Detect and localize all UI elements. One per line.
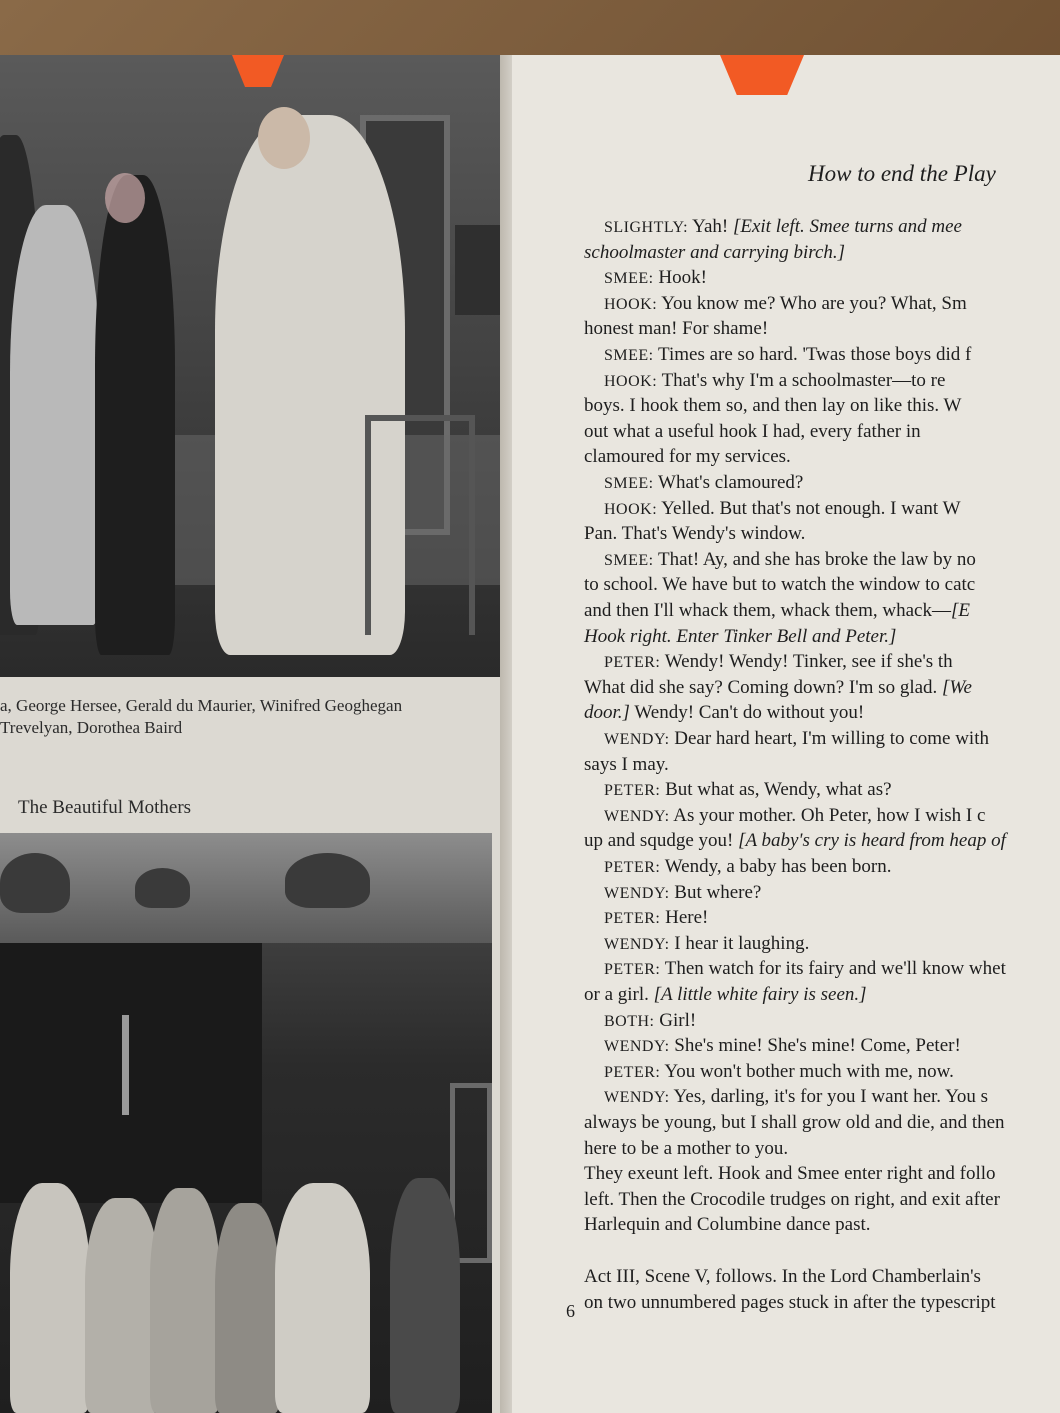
- dialogue-text: Pan. That's Wendy's window.: [584, 523, 806, 545]
- dialogue-text: I hear it laughing.: [669, 932, 810, 954]
- speaker-name: SMEE:: [604, 347, 654, 364]
- dialogue-text: Times are so hard. 'Twas those boys did f: [653, 344, 972, 365]
- dialogue-text: What's clamoured?: [653, 472, 804, 493]
- script-line: [584, 573, 1060, 596]
- script-line: [604, 1034, 1060, 1058]
- stage-direction: schoolmaster and carrying birch.]: [584, 241, 846, 263]
- stage-direction: [Exit left. Smee turns and mee: [732, 216, 962, 237]
- script-line: [604, 1060, 1060, 1084]
- script-line: [584, 445, 1060, 468]
- script-line: [584, 676, 1060, 699]
- dialogue-text: here to be a mother to you.: [584, 1137, 789, 1159]
- script-line: [604, 1009, 1060, 1033]
- dialogue-text: But where?: [669, 881, 762, 903]
- chair: [365, 415, 475, 635]
- speaker-name: WENDY:: [604, 884, 670, 902]
- dialogue-text: Yah!: [688, 216, 733, 237]
- speaker-name: WENDY:: [604, 935, 670, 953]
- script-line: [604, 215, 1060, 239]
- stage-direction: [We: [942, 676, 972, 698]
- mother-figure: [215, 1203, 280, 1413]
- script-line: [604, 497, 1060, 521]
- script-line: [584, 1162, 1060, 1185]
- dialogue-text: Dear hard heart, I'm willing to come with: [669, 728, 989, 749]
- speaker-name: PETER:: [604, 782, 661, 800]
- dialogue-text: Wendy, a baby has been born.: [660, 856, 892, 877]
- speaker-name: SMEE:: [604, 551, 654, 569]
- script-line: [584, 317, 1060, 340]
- script-line: [584, 599, 1060, 622]
- dialogue-text: and then I'll whack them, whack them, whack—: [584, 600, 951, 621]
- speaker-name: PETER:: [604, 1063, 661, 1081]
- script-line: [604, 778, 1060, 802]
- script-line: [604, 1085, 1060, 1109]
- dialogue-text: always be young, but I shall grow old and die, and then: [584, 1112, 1005, 1133]
- speaker-name: HOOK:: [604, 500, 658, 518]
- painted-frieze: [0, 833, 492, 943]
- speaker-name: PETER:: [604, 961, 661, 979]
- candle-light: [122, 1015, 129, 1115]
- dialogue-text: says I may.: [584, 753, 669, 775]
- mother-figure: [150, 1188, 220, 1413]
- photo-caption: [0, 695, 505, 739]
- dialogue-text: Wendy! Wendy! Tinker, see if she's th: [660, 651, 953, 673]
- stage-direction: [A little white fairy is seen.]: [653, 984, 867, 1005]
- speaker-name: PETER:: [604, 859, 661, 876]
- dialogue-text: What did she say? Coming down? I'm so glad.: [584, 676, 943, 698]
- stage-direction: Hook right. Enter Tinker Bell and Peter.]: [584, 625, 897, 647]
- dialogue-text: As your mother. Oh Peter, how I wish I c: [669, 804, 986, 826]
- dialogue-text: Here!: [660, 907, 709, 929]
- page-number: 6: [566, 1301, 575, 1321]
- script-line: [584, 1291, 1060, 1314]
- left-page: [0, 55, 512, 1413]
- dialogue-text: to school. We have but to watch the window to catc: [584, 574, 976, 596]
- speaker-name: WENDY:: [604, 1089, 670, 1107]
- script-line: [584, 420, 1060, 443]
- dialogue-text: Yelled. But that's not enough. I want W: [657, 497, 961, 519]
- actor-face: [258, 107, 310, 169]
- script-line: [604, 727, 1060, 751]
- script-line: [584, 394, 1060, 417]
- picture-frame: [455, 225, 500, 315]
- script-line: [584, 241, 1060, 264]
- actor-figure: [95, 175, 175, 655]
- dialogue-text: They exeunt left. Hook and Smee enter right and follo: [584, 1163, 996, 1185]
- script-line: [584, 522, 1060, 545]
- dialogue-text: Girl!: [654, 1009, 697, 1031]
- script-line: [604, 369, 1060, 393]
- script-line: [584, 1213, 1060, 1236]
- script-line: [584, 1111, 1060, 1134]
- script-line: [604, 804, 1060, 828]
- dialogue-text: clamoured for my services.: [584, 446, 791, 468]
- script-line: [604, 548, 1060, 572]
- lion-figure: [0, 853, 70, 913]
- dialogue-text: Wendy! Can't do without you!: [629, 702, 865, 724]
- script-line: [604, 881, 1060, 905]
- script-line: [604, 855, 1060, 879]
- mother-figure: [390, 1178, 460, 1413]
- dark-doorway: [0, 943, 262, 1203]
- speaker-name: WENDY:: [604, 807, 670, 825]
- dialogue-text: That! Ay, and she has broke the law by no: [653, 548, 976, 570]
- dialogue-text: Act III, Scene V, follows. In the Lord Chamberlain's: [584, 1266, 981, 1287]
- script-line: [584, 753, 1060, 776]
- speaker-name: SLIGHTLY:: [604, 219, 689, 236]
- speaker-name: BOTH:: [604, 1012, 655, 1030]
- script-line: [604, 957, 1060, 981]
- script-line: [584, 701, 1060, 724]
- script-line: [584, 1265, 1060, 1288]
- caption-line: a, George Hersee, Gerald du Maurier, Winifred Geoghegan: [0, 696, 403, 715]
- dialogue-text: up and squdge you!: [584, 830, 739, 852]
- dialogue-text: You won't bother much with me, now.: [660, 1060, 954, 1082]
- speaker-name: SMEE:: [604, 475, 654, 492]
- speaker-name: HOOK:: [604, 372, 658, 390]
- mother-figure: [275, 1183, 370, 1413]
- script-line: [604, 906, 1060, 930]
- script-line: [584, 625, 1060, 648]
- dialogue-text: honest man! For shame!: [584, 318, 769, 340]
- speaker-name: PETER:: [604, 910, 661, 928]
- dialogue-text: or a girl.: [584, 984, 654, 1005]
- dialogue-text: She's mine! She's mine! Come, Peter!: [669, 1035, 961, 1057]
- mother-figure: [85, 1198, 160, 1413]
- section-title: The Beautiful Mothers: [18, 797, 192, 818]
- actor-figure: [10, 205, 100, 625]
- stage-photo-nursery: [0, 55, 500, 677]
- stage-photo-mothers: [0, 833, 492, 1413]
- dialogue-text: Harlequin and Columbine dance past.: [584, 1214, 871, 1236]
- speaker-name: PETER:: [604, 654, 661, 672]
- script-line: [584, 983, 1060, 1006]
- script-line: [604, 471, 1060, 495]
- stage-direction: [A baby's cry is heard from heap of: [738, 830, 1006, 852]
- dialogue-text: out what a useful hook I had, every father in: [584, 420, 921, 442]
- script-line: [604, 266, 1060, 290]
- right-page: [512, 55, 1060, 1413]
- script-line: [604, 650, 1060, 674]
- dialogue-text: boys. I hook them so, and then lay on like this. W: [584, 395, 962, 417]
- speaker-name: SMEE:: [604, 270, 654, 288]
- script-line: [584, 829, 1060, 852]
- speaker-name: WENDY:: [604, 1038, 670, 1056]
- dialogue-text: That's why I'm a schoolmaster—to re: [657, 369, 946, 391]
- dialogue-text: on two unnumbered pages stuck in after the typescript: [584, 1291, 996, 1313]
- dialogue-text: But what as, Wendy, what as?: [660, 779, 892, 801]
- speaker-name: WENDY:: [604, 731, 670, 748]
- script-line: [604, 932, 1060, 956]
- script-line: [584, 1188, 1060, 1211]
- mother-figure: [10, 1183, 90, 1413]
- script-line: [584, 1137, 1060, 1160]
- deer-figure: [135, 868, 190, 908]
- speaker-name: HOOK:: [604, 295, 658, 313]
- script-line: [604, 292, 1060, 316]
- stage-direction: door.]: [584, 702, 630, 724]
- dialogue-text: Then watch for its fairy and we'll know whet: [660, 958, 1006, 980]
- script-line: [604, 343, 1060, 367]
- dialogue-text: Yes, darling, it's for you I want her. You s: [669, 1086, 989, 1108]
- actor-face: [105, 173, 145, 223]
- dialogue-text: You know me? Who are you? What, Sm: [657, 292, 967, 314]
- caption-line: Trevelyan, Dorothea Baird: [0, 718, 183, 737]
- running-head: How to end the Play: [808, 161, 996, 186]
- dialogue-text: Hook!: [653, 267, 707, 289]
- camel-figure: [285, 853, 370, 908]
- stage-direction: [E: [950, 600, 970, 621]
- dialogue-text: left. Then the Crocodile trudges on right, and exit after: [584, 1188, 1000, 1210]
